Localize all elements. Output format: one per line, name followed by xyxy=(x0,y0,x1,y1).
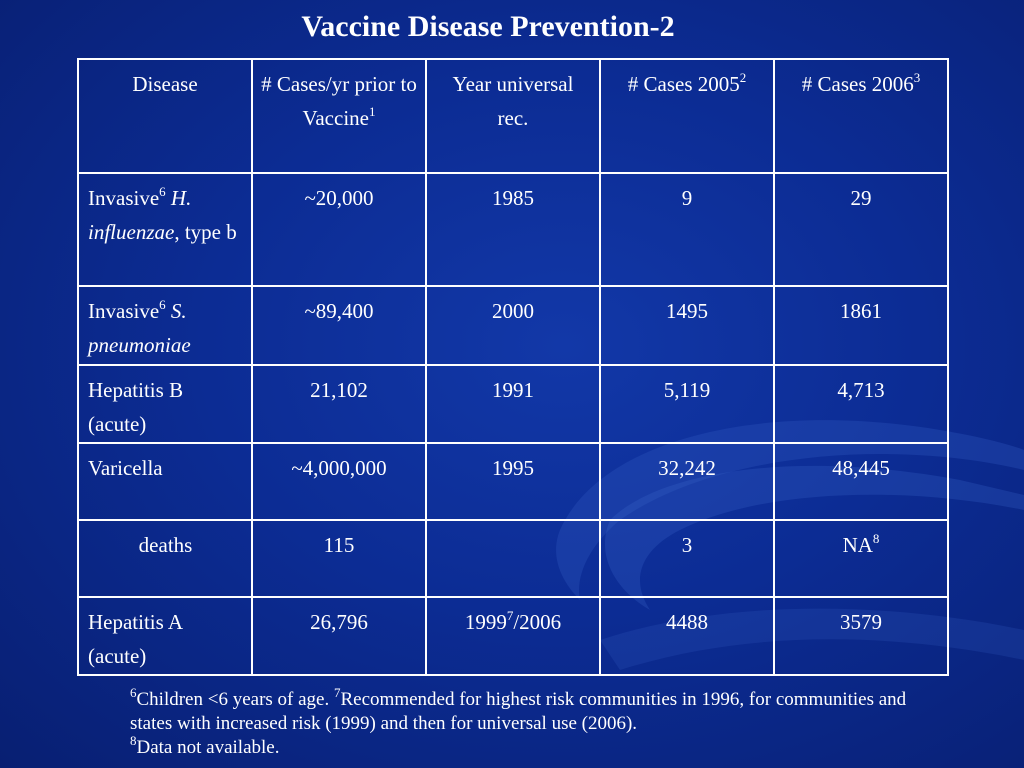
cell-prior: ~4,000,000 xyxy=(252,443,426,520)
header-cases-2006: # Cases 2006$^3$ xyxy=(774,59,948,173)
cell-2005: 4488 xyxy=(600,597,774,675)
cell-2005: 9 xyxy=(600,173,774,286)
cell-year: 1985 xyxy=(426,173,600,286)
header-cases-2005: # Cases 2005$^2$ xyxy=(600,59,774,173)
table-row xyxy=(78,597,948,675)
footnote: $^6$Children <6 years of age. $^7$Recommended for highest risk communities in 1996, for communities and states with increased risk (1999) and then for universal use (2006). $^8$Data not available. xyxy=(130,684,907,758)
header-disease: Disease xyxy=(78,59,252,173)
vaccine-table xyxy=(77,58,949,676)
cell-2006: 4,713 xyxy=(774,365,948,443)
cell-year: 1999$^7$/2006 xyxy=(426,597,600,675)
cell-year: 2000 xyxy=(426,286,600,365)
cell-prior: 26,796 xyxy=(252,597,426,675)
cell-prior: ~89,400 xyxy=(252,286,426,365)
cell-2006: $NA^8$ xyxy=(774,520,948,597)
table-header-row xyxy=(78,59,948,173)
cell-disease: deaths xyxy=(78,520,252,597)
cell-prior: 21,102 xyxy=(252,365,426,443)
cell-disease: Invasive$^6$ H. influenzae, type b xyxy=(78,173,252,286)
cell-disease: Hepatitis A (acute) xyxy=(78,597,252,675)
cell-2006: 3579 xyxy=(774,597,948,675)
cell-year: 1995 xyxy=(426,443,600,520)
cell-year: 1991 xyxy=(426,365,600,443)
cell-2005: 5,119 xyxy=(600,365,774,443)
page-title: Vaccine Disease Prevention-2 xyxy=(301,10,675,43)
table-row xyxy=(78,286,948,365)
table-row xyxy=(78,365,948,443)
cell-year xyxy=(426,520,600,597)
cell-2005: 32,242 xyxy=(600,443,774,520)
cell-prior: 115 xyxy=(252,520,426,597)
cell-2006: 29 xyxy=(774,173,948,286)
table-row xyxy=(78,173,948,286)
cell-2006: 48,445 xyxy=(774,443,948,520)
cell-prior: ~20,000 xyxy=(252,173,426,286)
cell-disease: Invasive$^6$ S. pneumoniae xyxy=(78,286,252,365)
cell-2005: 3 xyxy=(600,520,774,597)
header-cases-prior: # Cases/yr prior to Vaccine$^1$ xyxy=(252,59,426,173)
cell-2005: 1495 xyxy=(600,286,774,365)
table-row xyxy=(78,520,948,597)
cell-disease: Varicella xyxy=(78,443,252,520)
table-row xyxy=(78,443,948,520)
cell-2006: 1861 xyxy=(774,286,948,365)
cell-disease: Hepatitis B (acute) xyxy=(78,365,252,443)
header-year-rec: Year universal rec. xyxy=(426,59,600,173)
